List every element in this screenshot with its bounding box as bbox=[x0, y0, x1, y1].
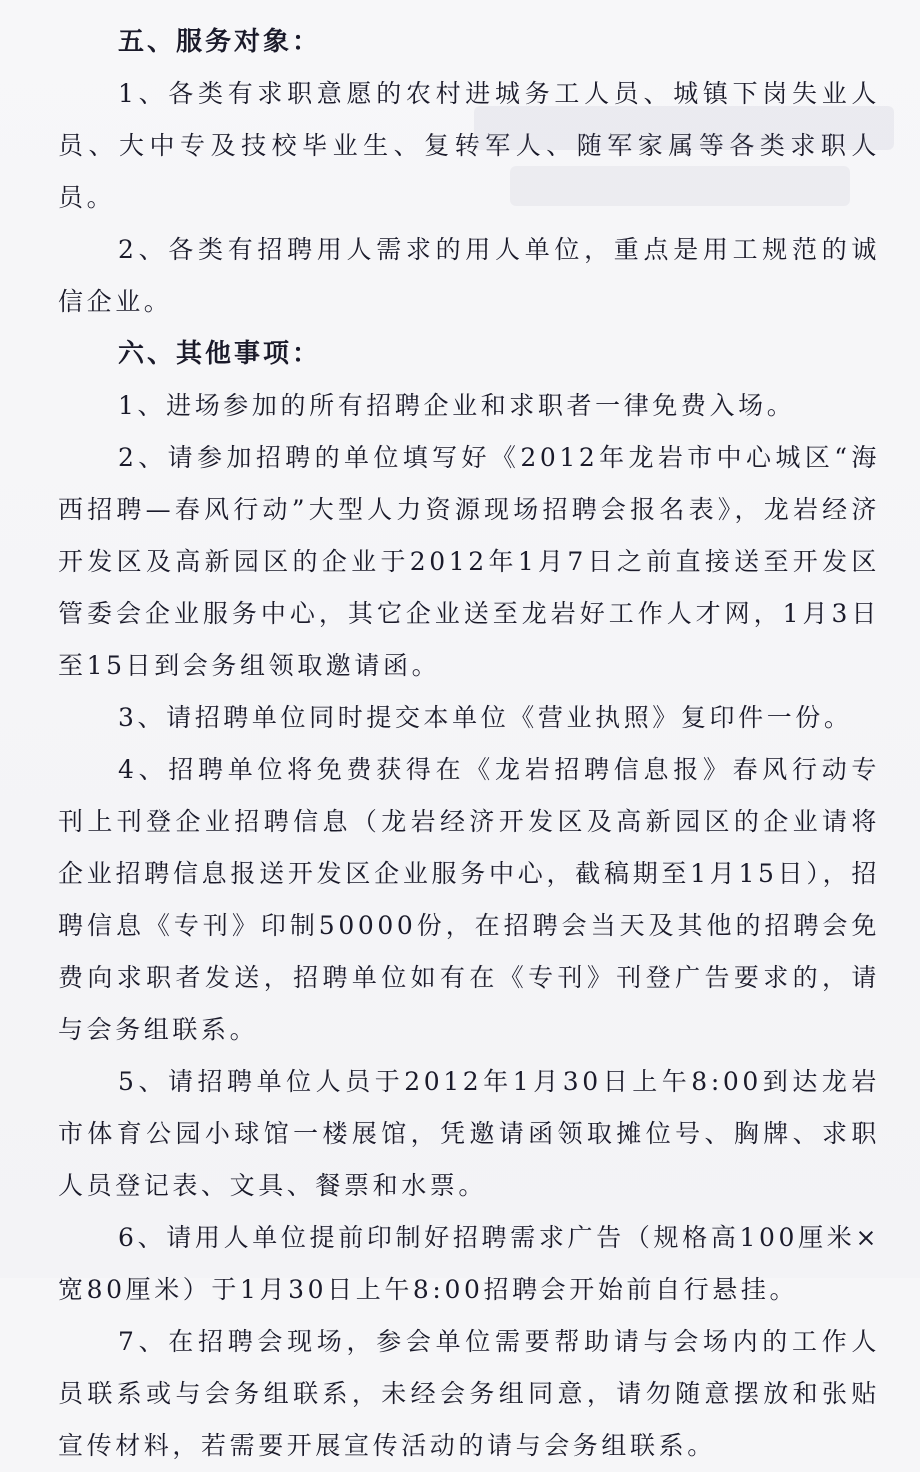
paragraph: 1、各类有求职意愿的农村进城务工人员、城镇下岗失业人员、大中专及技校毕业生、复转军人、随军家属等各类求职人员。 bbox=[58, 79, 880, 212]
paragraph: 1、进场参加的所有招聘企业和求职者一律免费入场。 bbox=[118, 391, 796, 420]
section-heading: 六、其他事项： bbox=[118, 339, 322, 369]
paragraph: 2、请参加招聘的单位填写好《2012年龙岩市中心城区“海西招聘—春风行动”大型人力资源现场招聘会报名表》，龙岩经济开发区及高新园区的企业于2012年1月7日之前直接送至开发区管委会企业服务中心，其它企业送至龙岩好工作人才网，1月3日至15日到会务组领取邀请函。 bbox=[58, 443, 880, 680]
paragraph: 5、请招聘单位人员于2012年1月30日上午8:00到达龙岩市体育公园小球馆一楼展馆，凭邀请函领取摊位号、胸牌、求职人员登记表、文具、餐票和水票。 bbox=[58, 1067, 880, 1200]
paragraph: 6、请用人单位提前印制好招聘需求广告（规格高100厘米×宽80厘米）于1月30日上午8:00招聘会开始前自行悬挂。 bbox=[58, 1223, 880, 1304]
section-service-targets bbox=[58, 16, 880, 328]
section-heading: 五、服务对象： bbox=[118, 27, 322, 57]
section-other-matters bbox=[58, 328, 880, 1472]
paragraph: 7、在招聘会现场，参会单位需要帮助请与会场内的工作人员联系或与会务组联系，未经会务组同意，请勿随意摆放和张贴宣传材料，若需要开展宣传活动的请与会务组联系。 bbox=[58, 1327, 880, 1460]
paragraph: 3、请招聘单位同时提交本单位《营业执照》复印件一份。 bbox=[118, 703, 853, 732]
paragraph: 2、各类有招聘用人需求的用人单位，重点是用工规范的诚信企业。 bbox=[58, 235, 880, 316]
paragraph: 4、招聘单位将免费获得在《龙岩招聘信息报》春风行动专刊上刊登企业招聘信息（龙岩经济开发区及高新园区的企业请将企业招聘信息报送开发区企业服务中心，截稿期至1月15日），招聘信息《专刊》印制50000份，在招聘会当天及其他的招聘会免费向求职者发送，招聘单位如有在《专刊》刊登广告要求的，请与会务组联系。 bbox=[58, 755, 880, 1044]
